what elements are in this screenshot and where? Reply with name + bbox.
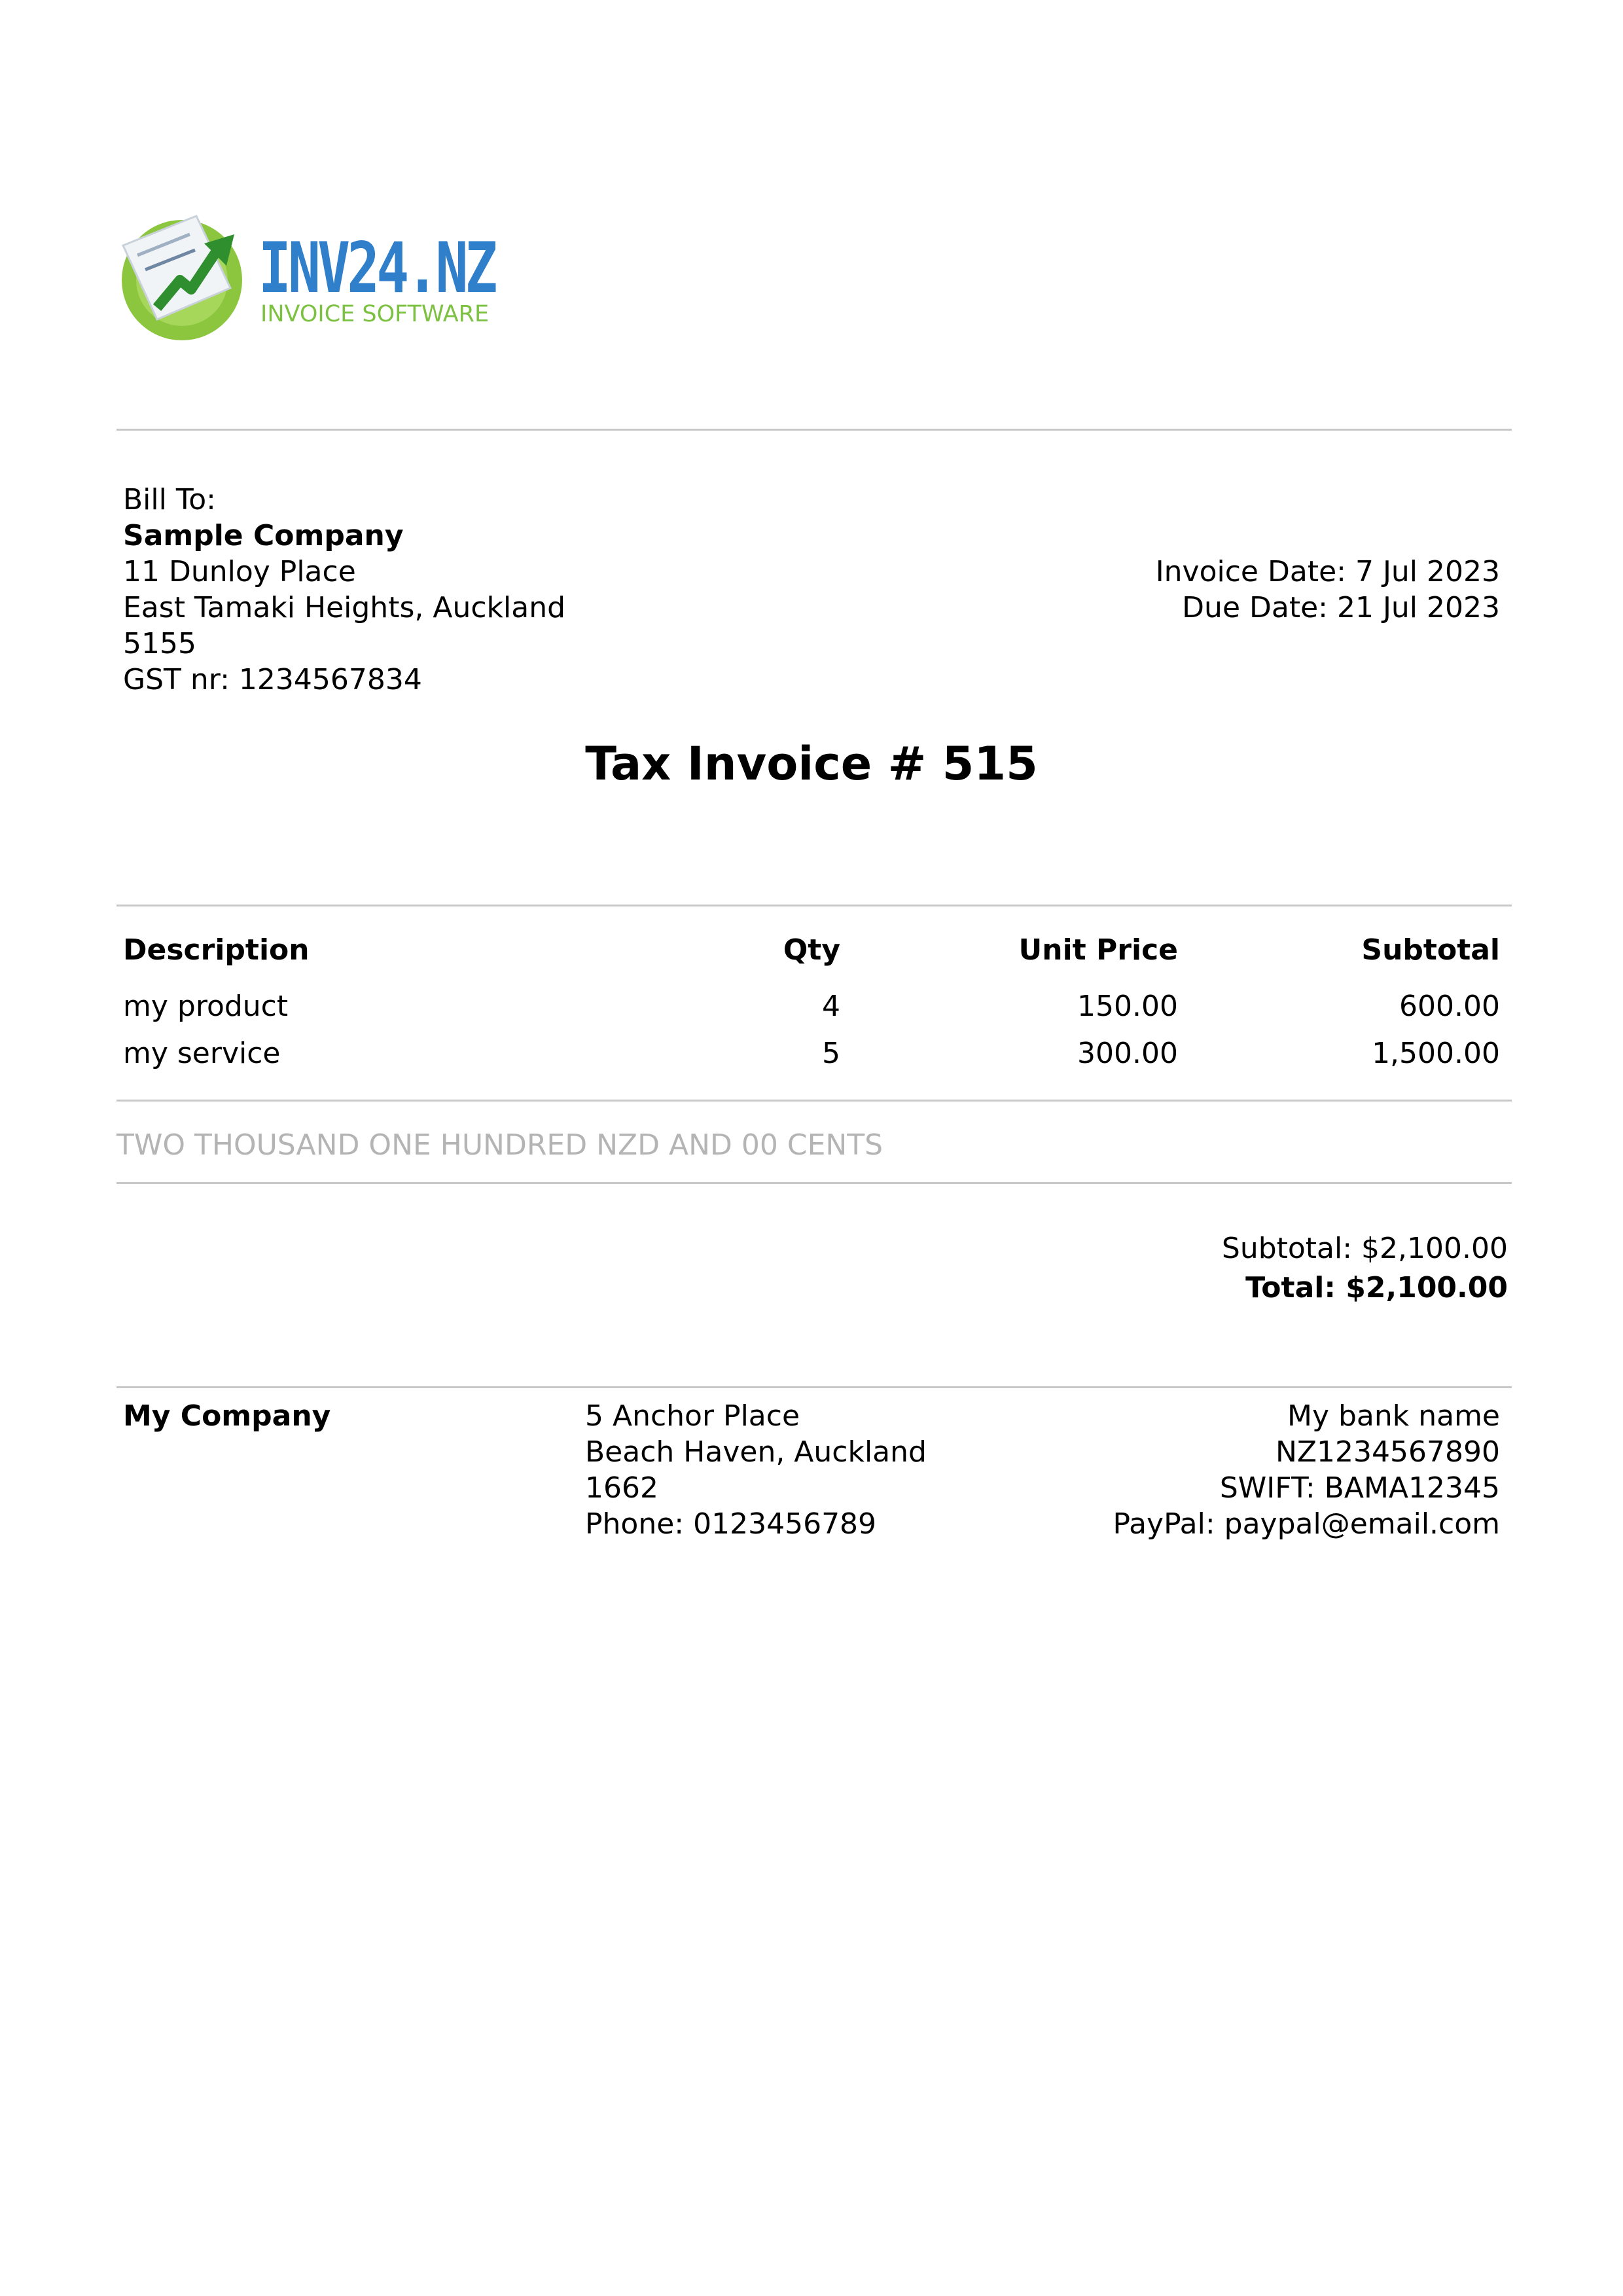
header-unit-price: Unit Price — [1018, 933, 1178, 967]
due-date: Due Date: 21 Jul 2023 — [1182, 591, 1500, 624]
client-company-name: Sample Company — [123, 519, 404, 552]
logo-tagline: INVOICE SOFTWARE — [260, 301, 490, 327]
table-row — [0, 988, 1623, 1028]
totals-subtotal: Subtotal: $2,100.00 — [1221, 1232, 1508, 1265]
footer-company — [123, 1398, 330, 1434]
footer-address — [585, 1398, 927, 1542]
invoice-date: Invoice Date: 7 Jul 2023 — [1155, 555, 1500, 588]
seller-phone: Phone: 0123456789 — [585, 1507, 877, 1541]
bank-name: My bank name — [1287, 1399, 1500, 1433]
header-subtotal: Subtotal — [1361, 933, 1500, 967]
client-address-line2: East Tamaki Heights, Auckland — [123, 591, 566, 624]
totals-block — [1222, 1229, 1508, 1308]
words-divider — [116, 1182, 1512, 1184]
seller-address-line1: 5 Anchor Place — [585, 1399, 800, 1433]
header-divider — [116, 429, 1512, 431]
totals-total: Total: $2,100.00 — [1245, 1271, 1508, 1304]
table-bottom-divider — [116, 1100, 1512, 1102]
client-gst-number: GST nr: 1234567834 — [123, 663, 422, 696]
row-qty: 5 — [822, 1037, 840, 1070]
header-qty: Qty — [783, 933, 840, 967]
table-header-row — [0, 932, 1623, 971]
bank-account: NZ1234567890 — [1275, 1435, 1500, 1469]
logo-emblem-icon — [118, 209, 255, 347]
row-subtotal: 600.00 — [1399, 990, 1500, 1023]
seller-postcode: 1662 — [585, 1471, 658, 1505]
amount-in-words: TWO THOUSAND ONE HUNDRED NZD AND 00 CENTS — [116, 1128, 883, 1162]
invoice-dates — [1156, 554, 1500, 626]
header-description: Description — [123, 933, 310, 967]
paypal-email: PayPal: paypal@email.com — [1113, 1507, 1500, 1541]
row-subtotal: 1,500.00 — [1372, 1037, 1500, 1070]
footer-bank — [1113, 1398, 1500, 1542]
row-unit-price: 300.00 — [1077, 1037, 1178, 1070]
table-row — [0, 1035, 1623, 1075]
seller-company-name: My Company — [123, 1399, 331, 1433]
client-postcode: 5155 — [123, 627, 196, 660]
bill-to-label: Bill To: — [123, 483, 216, 516]
table-top-divider — [116, 905, 1512, 906]
logo-wordmark: INV24.NZ — [259, 228, 495, 308]
seller-address-line2: Beach Haven, Auckland — [585, 1435, 927, 1469]
footer-divider — [116, 1386, 1512, 1388]
client-address-line1: 11 Dunloy Place — [123, 555, 356, 588]
bank-swift: SWIFT: BAMA12345 — [1219, 1471, 1500, 1505]
invoice-title: Tax Invoice # 515 — [585, 737, 1038, 791]
row-description: my product — [123, 990, 289, 1023]
row-qty: 4 — [822, 990, 840, 1023]
row-unit-price: 150.00 — [1077, 990, 1178, 1023]
row-description: my service — [123, 1037, 281, 1070]
bill-to-block — [123, 482, 565, 698]
company-logo — [118, 209, 524, 347]
